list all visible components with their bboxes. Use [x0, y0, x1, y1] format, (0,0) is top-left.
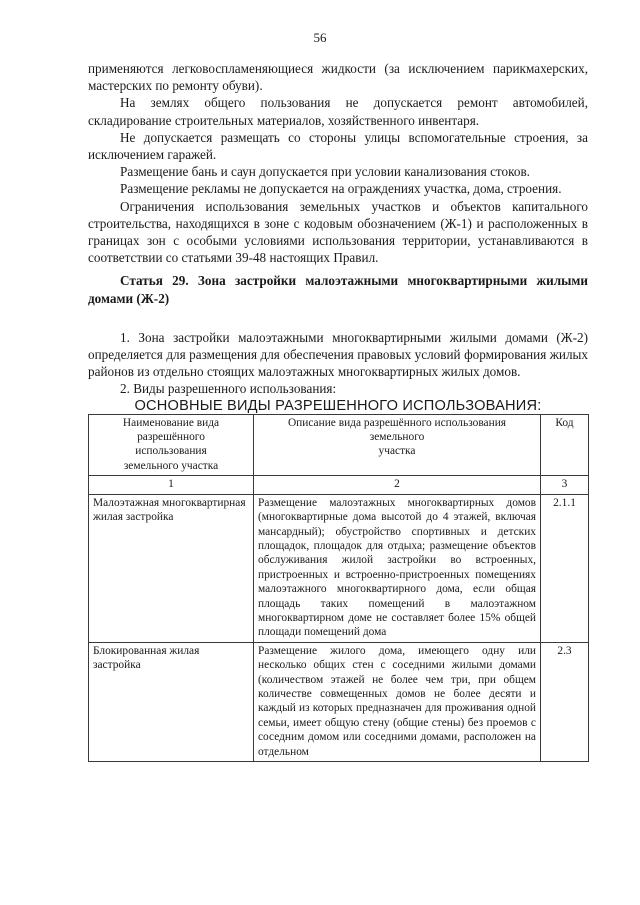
- table-row: [89, 494, 589, 642]
- page-body: [88, 60, 588, 762]
- paragraph: 1. Зона застройки малоэтажными многоквартирными жилыми домами (Ж-2) определяется для размещения для обеспечения правовых условий формирования жилых районов из отдельно стоящих малоэтажных многоквартирных жилых домов.: [88, 329, 588, 380]
- header-use-description: Описание вида разрешённого использования земельного участка: [254, 414, 541, 476]
- paragraph: Не допускается размещать со стороны улицы вспомогательные строения, за исключением гаражей.: [88, 129, 588, 163]
- paragraph: 2. Виды разрешенного использования:: [120, 381, 337, 397]
- article-title: Статья 29. Зона застройки малоэтажными многоквартирными жилыми домами (Ж-2): [88, 273, 588, 306]
- use-description-cell: Размещение жилого дома, имеющего одну или несколько общих стен с соседними жилыми домами (количеством этажей не более чем три, при общем количестве совмещенных домов не более десяти и каждый из которых предназначен для проживания одной семьи, имеет общую стену (общие стены) без проемов с соседним домом или соседними домами, расположен на отдельном: [254, 642, 541, 761]
- use-code-cell: 2.1.1: [541, 494, 589, 642]
- column-number: 1: [89, 476, 254, 494]
- paragraph: Размещение рекламы не допускается на ограждениях участка, дома, строения.: [120, 181, 562, 197]
- paragraph: На землях общего пользования не допускается ремонт автомобилей, складирование строительных материалов, хозяйственного инвентаря.: [88, 95, 588, 128]
- use-description-cell: Размещение малоэтажных многоквартирных домов (многоквартирные дома высотой до 4 этажей, включая мансардный); обустройство спортивных и детских площадок, площадок для отдыха; размещение объектов обслуживания жилой застройки во встроенных, пристроенных и встроенно-пристроенных помещениях малоэтажного многоквартирного дома, если общая площадь таких помещений в малоэтажном многоквартирном доме не составляет более 15% общей площади помещений дома: [254, 494, 541, 642]
- column-number: 3: [541, 476, 589, 494]
- page-number: 56: [313, 30, 327, 45]
- paragraph: Размещение бань и саун допускается при условии канализования стоков.: [120, 164, 530, 180]
- paragraph: Ограничения использования земельных участков и объектов капитального строительства, находящихся в зоне с кодовым обозначением (Ж-1) и расположенных в границах зон с особыми условиями использования территории, устанавливаются в соответствии со статьями 39-48 настоящих Правил.: [88, 198, 588, 266]
- table-row: [89, 642, 589, 761]
- column-number: 2: [254, 476, 541, 494]
- use-name-cell: Блокированная жилая застройка: [89, 642, 254, 761]
- table-heading: ОСНОВНЫЕ ВИДЫ РАЗРЕШЕННОГО ИСПОЛЬЗОВАНИЯ:: [134, 397, 542, 414]
- spacer: [88, 317, 588, 329]
- header-code: Код: [541, 414, 589, 476]
- table-numbering-row: [89, 476, 589, 494]
- table-header-row: [89, 414, 589, 476]
- use-code-cell: 2.3: [541, 642, 589, 761]
- permitted-uses-table: [88, 414, 589, 762]
- use-name-cell: Малоэтажная многоквартирная жилая застройка: [89, 494, 254, 642]
- paragraph: применяются легковоспламеняющиеся жидкости (за исключением парикмахерских, мастерских по ремонту обуви).: [88, 61, 588, 94]
- header-use-name: Наименование вида разрешённого использования земельного участка: [89, 414, 254, 476]
